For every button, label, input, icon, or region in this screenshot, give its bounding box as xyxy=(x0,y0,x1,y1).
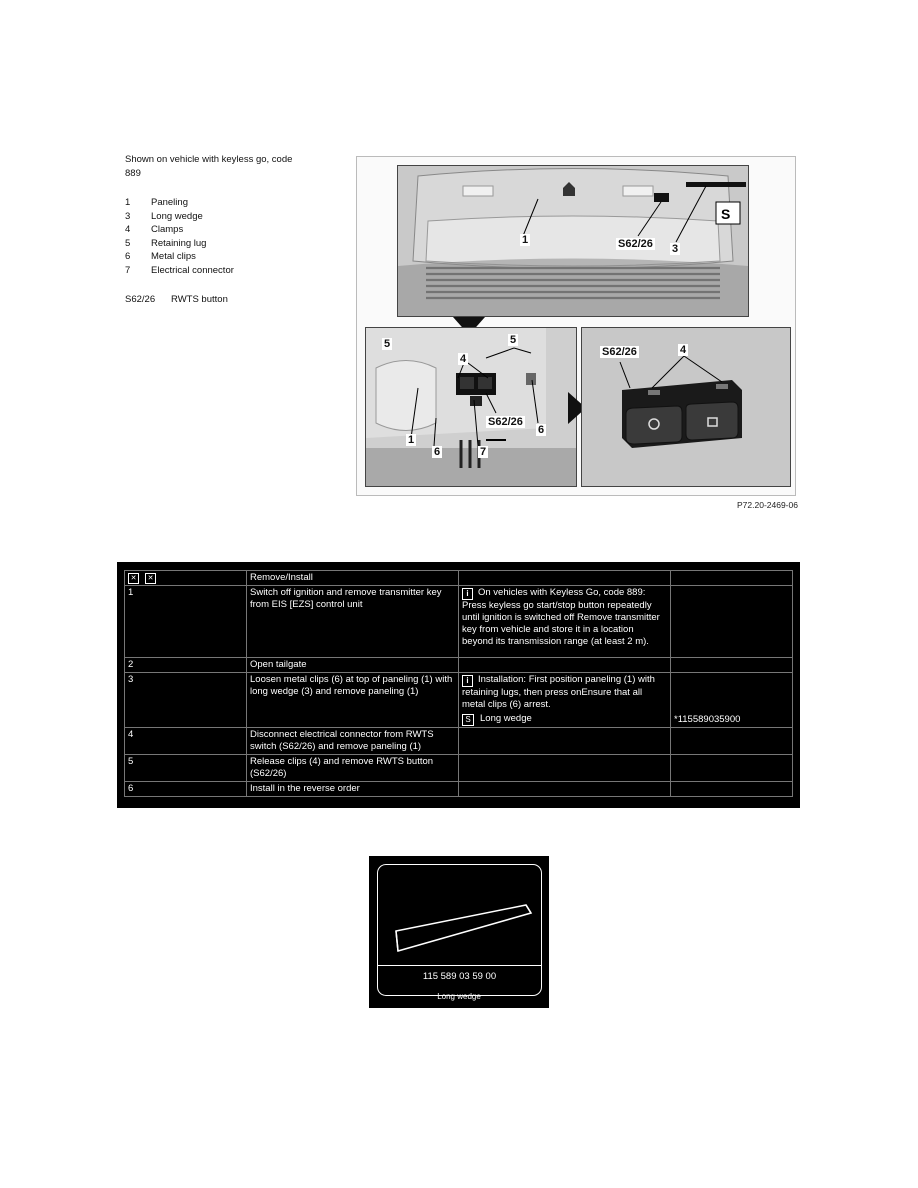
step-part xyxy=(671,782,793,797)
step-note: i Installation: First position paneling (1) with retaining lugs, then press onEnsure that all metal clips (6) arrest. S Long wedge xyxy=(459,673,671,728)
step-number: 1 xyxy=(125,586,247,658)
table-row xyxy=(125,755,793,782)
figure-id: P72.20-2469-06 xyxy=(737,500,798,510)
step-note xyxy=(459,658,671,673)
install-icon: ✕ xyxy=(145,573,156,584)
tool-name: Long wedge xyxy=(437,992,481,1001)
legend-item: 5 Retaining lug xyxy=(125,237,207,249)
tool-card-frame xyxy=(377,864,542,996)
legend-item: 6 Metal clips xyxy=(125,251,196,262)
callout-lug-right: 5 xyxy=(510,334,517,346)
callout-clamps-right: 4 xyxy=(680,344,687,356)
table-row xyxy=(125,673,793,728)
info-icon: i xyxy=(462,588,473,600)
header-part-cell xyxy=(671,571,793,586)
step-part xyxy=(671,586,793,658)
step-part xyxy=(671,755,793,782)
callout-paneling: 1 xyxy=(522,234,529,246)
long-wedge-tool-card xyxy=(369,856,549,1008)
tailgate-figure xyxy=(356,156,796,496)
step-number: 6 xyxy=(125,782,247,797)
tailgate-illustration xyxy=(398,166,748,316)
legend-item: 7 Electrical connector xyxy=(125,264,234,276)
callout-rwts-left: S62/26 xyxy=(488,416,523,428)
step-note xyxy=(459,782,671,797)
step-number: 3 xyxy=(125,673,247,728)
callout-connector: 7 xyxy=(480,446,487,458)
paneling-detail-photo xyxy=(365,327,577,487)
procedure-table xyxy=(117,562,800,808)
info-icon: i xyxy=(462,675,473,687)
step-number: 5 xyxy=(125,755,247,782)
step-action: Release clips (4) and remove RWTS button (S62/26) xyxy=(247,755,459,782)
rwts-button-photo xyxy=(581,327,791,487)
header-step-cell xyxy=(125,571,247,586)
step-action: Loosen metal clips (6) at top of paneling (1) with long wedge (3) and remove paneling (1) xyxy=(247,673,459,728)
callout-rwts-top: S62/26 xyxy=(618,238,653,250)
step-part xyxy=(671,728,793,755)
long-wedge-icon xyxy=(386,889,536,959)
callout-clips-right: 6 xyxy=(538,424,545,436)
step-action: Open tailgate xyxy=(247,658,459,673)
tailgate-photo xyxy=(397,165,749,317)
legend-item: 4 Clamps xyxy=(125,224,184,235)
table-row xyxy=(125,586,793,658)
header-note-cell xyxy=(459,571,671,586)
step-number: 2 xyxy=(125,658,247,673)
legend-item: 1 Paneling xyxy=(125,197,188,208)
special-tool-icon: S xyxy=(462,714,474,726)
table-row xyxy=(125,658,793,673)
table-row xyxy=(125,782,793,797)
step-note: i On vehicles with Keyless Go, code 889: Press keyless go start/stop button repeatedly until ignition is switched off Remove transmitter key from vehicle and store it in a location beyond its transmission range (at least 2 m). xyxy=(459,586,671,658)
legend-caption: Shown on vehicle with keyless go, code 889 xyxy=(125,154,293,179)
step-number: 4 xyxy=(125,728,247,755)
step-action: Switch off ignition and remove transmitter key from EIS [EZS] control unit xyxy=(247,586,459,658)
figure-legend xyxy=(125,153,325,307)
table-row xyxy=(125,728,793,755)
legend-item: 3 Long wedge xyxy=(125,210,203,222)
step-note xyxy=(459,728,671,755)
header-action-cell: Remove/Install xyxy=(247,571,459,586)
step-note xyxy=(459,755,671,782)
step-action: Disconnect electrical connector from RWTS switch (S62/26) and remove paneling (1) xyxy=(247,728,459,755)
svg-text:S: S xyxy=(721,206,731,222)
remove-icon: ✕ xyxy=(128,573,139,584)
callout-lug-left: 5 xyxy=(384,338,391,350)
callout-wedge: 3 xyxy=(672,243,679,255)
callout-rwts-right: S62/26 xyxy=(602,346,637,358)
move-icons xyxy=(128,572,162,584)
step-part: *115589035900 xyxy=(671,673,793,728)
callout-paneling-left: 1 xyxy=(408,434,415,446)
legend-button-item: S62/26 RWTS button xyxy=(125,294,228,305)
tool-number: 115 589 03 59 00 xyxy=(422,971,497,982)
step-action: Install in the reverse order xyxy=(247,782,459,797)
paneling-illustration xyxy=(366,328,576,486)
callout-clamps-left: 4 xyxy=(460,353,467,365)
table-header-row xyxy=(125,571,793,586)
step-part xyxy=(671,658,793,673)
tool-card-divider xyxy=(378,965,541,966)
callout-clips-left: 6 xyxy=(434,446,441,458)
